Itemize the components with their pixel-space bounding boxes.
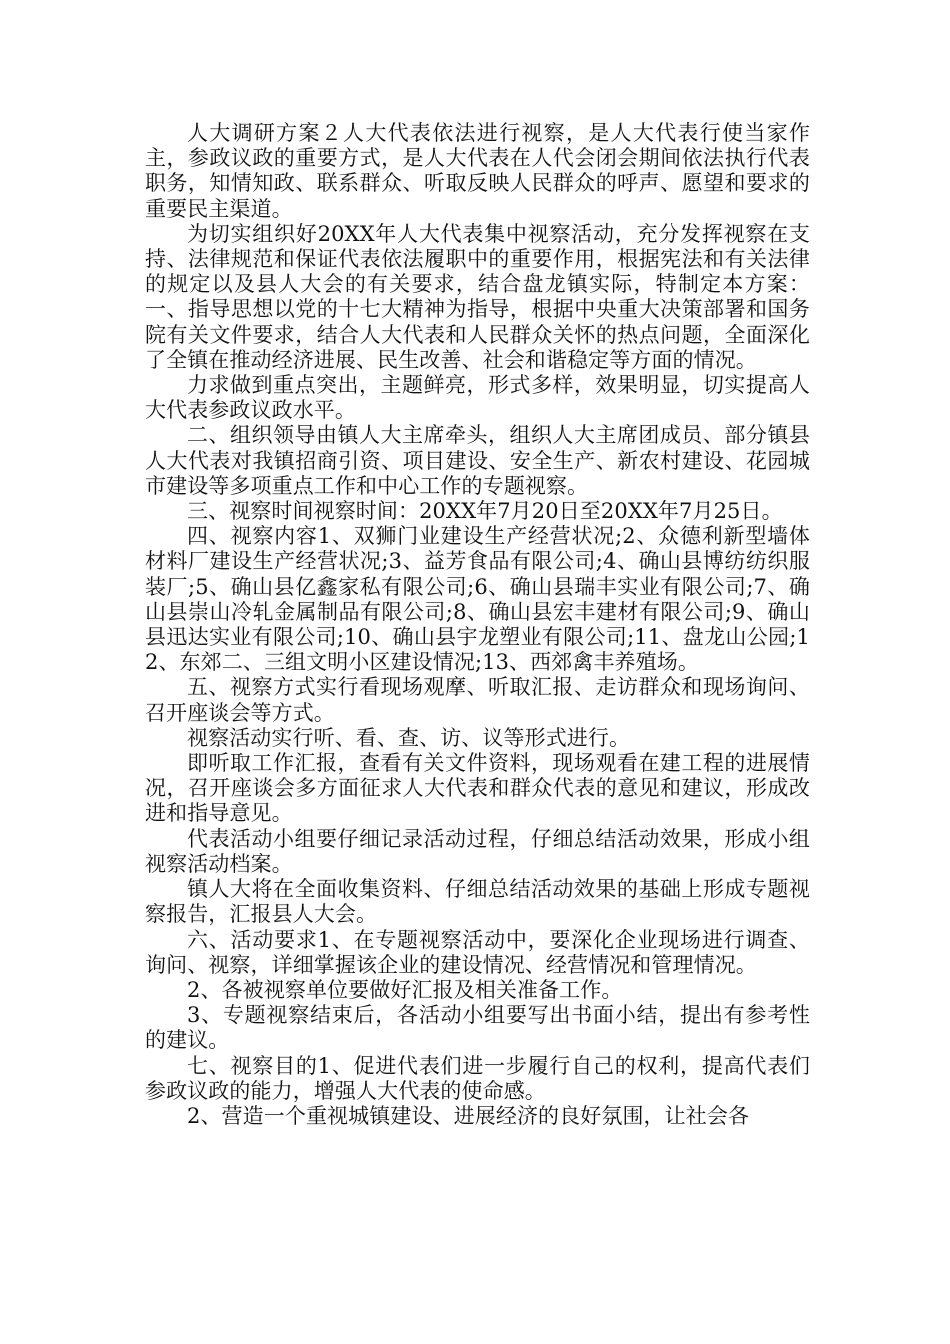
paragraph-requirement-3: 3、专题视察结束后，各活动小组要写出书面小结，提出有参考性的建议。 bbox=[145, 1003, 810, 1053]
paragraph-requirement-2: 2、各被视察单位要做好汇报及相关准备工作。 bbox=[187, 977, 623, 1002]
paragraph-inspection-time: 三、视察时间视察时间：20XX年7月20日至20XX年7月25日。 bbox=[187, 499, 783, 524]
paragraph-activity-forms: 视察活动实行听、看、查、访、议等形式进行。 bbox=[187, 725, 631, 750]
paragraph-plan-purpose: 为切实组织好20XX年人大代表集中视察活动，充分发挥视察在支持、法律规范和保证代表依法履职中的重要作用，根据宪法和有关法律的规定以及县人大会的有关要求，结合盘龙镇实际，特制定本方案：一、指导思想以党的十七大精神为指导，根据中央重大决策部署和国务院有关文件要求，结合人大代表和人民群众关怀的热点问题，全面深化了全镇在推动经济进展、民生改善、社会和谐稳定等方面的情况。 bbox=[145, 221, 810, 372]
paragraph-activity-detail: 即听取工作汇报，查看有关文件资料，现场观看在建工程的进展情况，召开座谈会多方面征求人大代表和群众代表的意见和建议，形成改进和指导意见。 bbox=[145, 751, 810, 826]
paragraph-goal: 力求做到重点突出，主题鲜亮，形式多样，效果明显，切实提高人大代表参政议政水平。 bbox=[145, 373, 810, 423]
paragraph-requirement-1: 六、活动要求1、在专题视察活动中，要深化企业现场进行调查、询问、视察，详细掌握该企业的建设情况、经营情况和管理情况。 bbox=[145, 927, 810, 977]
paragraph-inspection-content: 四、视察内容1、双狮门业建设生产经营状况;2、众德利新型墙体材料厂建设生产经营状况;3、益芳食品有限公司;4、确山县博纺纺织服装厂;5、确山县亿鑫家私有限公司;6、确山县瑞丰实业有限公司;7、确山县崇山冷轧金属制品有限公司;8、确山县宏丰建材有限公司;9、确山县迅达实业有限公司;10、确山县宇龙塑业有限公司;11、盘龙山公园;12、东郊二、三组文明小区建设情况;13、西郊禽丰养殖场。 bbox=[145, 524, 810, 675]
paragraph-leadership: 二、组织领导由镇人大主席牵头，组织人大主席团成员、部分镇县人大代表对我镇招商引资、项目建设、安全生产、新农村建设、花园城市建设等多项重点工作和中心工作的专题视察。 bbox=[145, 423, 810, 498]
paragraph-intro: 人大调研方案２人大代表依法进行视察，是人大代表行使当家作主，参政议政的重要方式，是人大代表在人代会闭会期间依法执行代表职务，知情知政、联系群众、听取反映人民群众的呼声、愿望和要求的重要民主渠道。 bbox=[145, 121, 810, 221]
paragraph-report: 镇人大将在全面收集资料、仔细总结活动效果的基础上形成专题视察报告，汇报县人大会。 bbox=[145, 877, 810, 927]
paragraph-inspection-method: 五、视察方式实行看现场观摩、听取汇报、走访群众和现场询问、召开座谈会等方式。 bbox=[145, 675, 810, 725]
document-body bbox=[145, 121, 810, 1129]
paragraph-purpose-1: 七、视察目的1、促进代表们进一步履行自己的权利，提高代表们参政议政的能力，增强人大代表的使命感。 bbox=[145, 1053, 810, 1103]
paragraph-purpose-2: 2、营造一个重视城镇建设、进展经济的良好氛围，让社会各 bbox=[187, 1103, 750, 1128]
paragraph-group-records: 代表活动小组要仔细记录活动过程，仔细总结活动效果，形成小组视察活动档案。 bbox=[145, 826, 810, 876]
